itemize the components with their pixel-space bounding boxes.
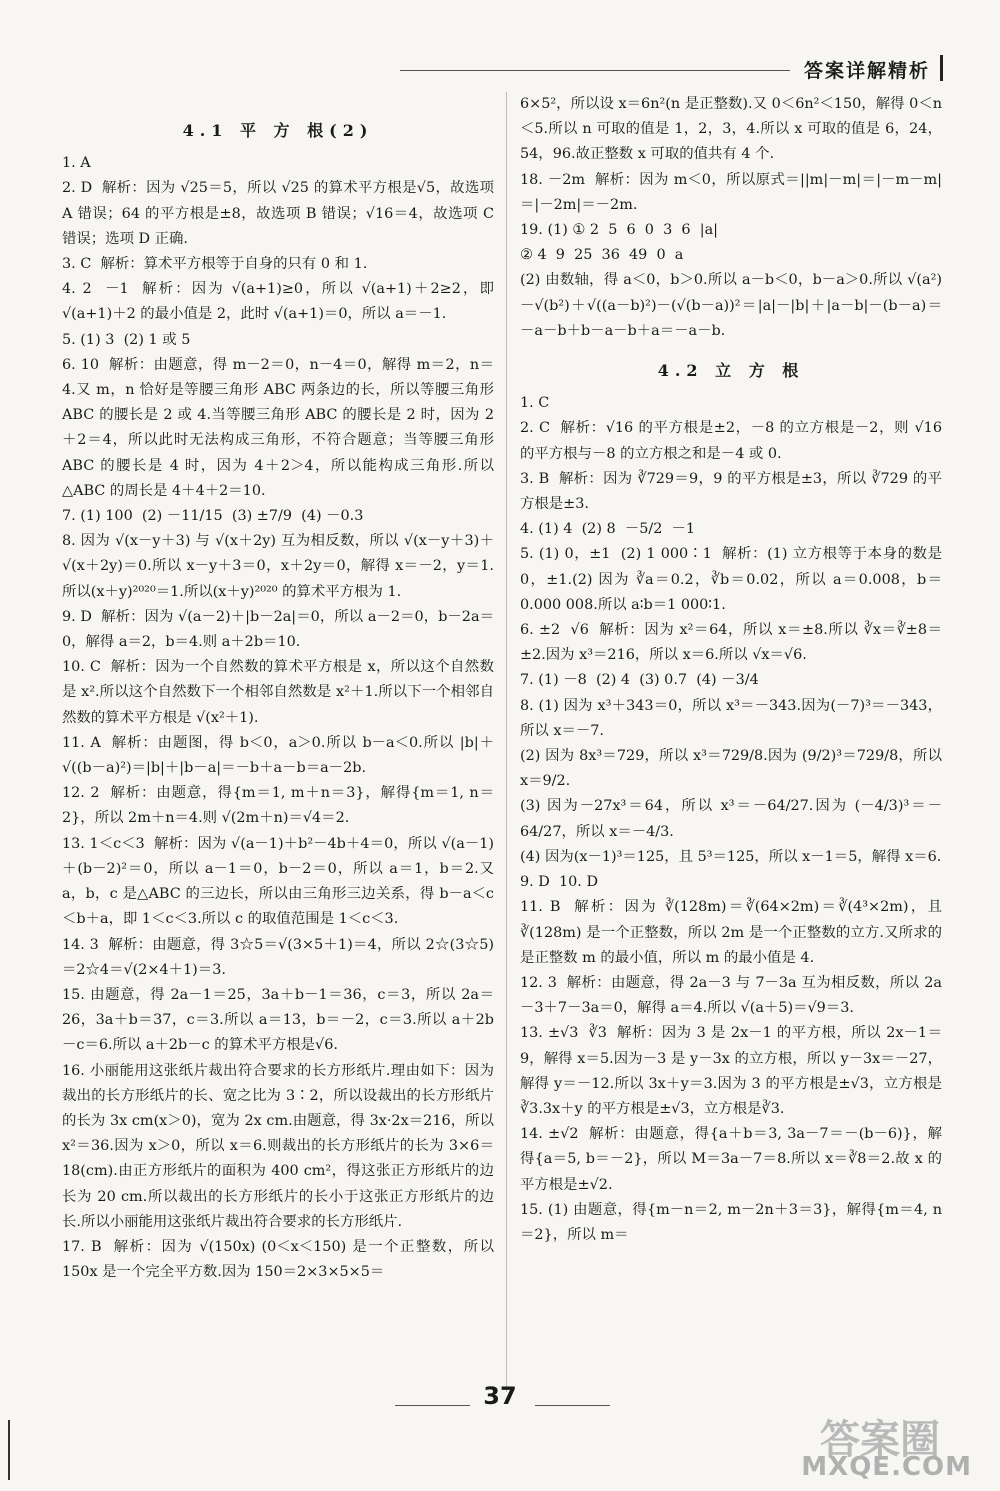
watermark-logo: 答案圈 <box>820 1417 940 1463</box>
answer-item: 11. B 解析：因为 ∛(128m)＝∛(64×2m)＝∛(4³×2m)，且 ∛(128m) 是一个正整数，所以 2m 是一个正整数的立方.又所求的是正整数 m 的最小值，所以 m 的最小值是 4. <box>520 899 947 966</box>
header-bar <box>940 55 943 81</box>
answer-item: (2) 因为 8x³＝729，所以 x³＝729/8.因为 (9/2)³＝729/8，所以 x＝9/2. <box>520 748 947 790</box>
answer-item: 9. D 解析：因为 √(a－2)＋|b－2a|＝0，所以 a－2＝0，b－2a＝0，解得 a＝2，b＝4.则 a＋2b＝10. <box>62 608 494 651</box>
answer-item: (4) 因为(x－1)³＝125，且 5³＝125，所以 x－1＝5，解得 x＝6. <box>520 848 942 865</box>
column-divider <box>506 92 507 1392</box>
page-number-rule-right <box>535 1405 610 1406</box>
answer-item: 5. (1) 3 (2) 1 或 5 <box>62 331 191 348</box>
answer-item: 8. 因为 √(x－y＋3) 与 √(x＋2y) 互为相反数，所以 √(x－y＋3)＋√(x＋2y)＝0.所以 x－y＋3＝0，x＋2y＝0，解得 x＝－2，y＝1.所以(x＋y)²⁰²⁰＝1.所以(x＋y)²⁰²⁰ 的算术平方根为 1. <box>62 533 494 600</box>
answer-item: 2. D 解析：因为 √25＝5，所以 √25 的算术平方根是√5，故选项 A 错误；64 的平方根是±8，故选项 B 错误；√16＝4，故选项 C 错误；选项 D 正确. <box>62 180 499 247</box>
margin-mark <box>8 1420 10 1480</box>
answer-item: 1. C <box>520 395 550 412</box>
answer-item: 6×5²，所以设 x＝6n²(n 是正整数).又 0＜6n²＜150，解得 0＜n＜5.所以 n 可取的值是 1，2，3，4.所以 x 可取的值是 6，24，54，96.故正整数 x 可取的值共有 4 个. <box>520 96 942 163</box>
answer-item: 9. D 10. D <box>520 874 598 891</box>
answer-item: 7. (1) －8 (2) 4 (3) 0.7 (4) －3/4 <box>520 672 759 689</box>
answer-item: 17. B 解析：因为 √(150x) (0＜x＜150) 是一个正整数，所以 150x 是一个完全平方数.因为 150＝2×3×5×5＝ <box>62 1238 499 1281</box>
answer-item: 19. (1) ① 2 5 6 0 3 6 |a| ② 4 9 25 36 49 0 a <box>520 222 718 264</box>
left-answer-list <box>62 151 499 1285</box>
watermark-site: MXQE.COM <box>801 1452 972 1482</box>
answer-item: 14. 3 解析：由题意，得 3☆5＝√(3×5＋1)＝4，所以 2☆(3☆5)＝2☆4＝√(2×4＋1)＝3. <box>62 936 494 978</box>
answer-item: 6. 10 解析：由题意，得 m－2＝0，n－4＝0，解得 m＝2，n＝4.又 m，n 恰好是等腰三角形 ABC 两条边的长，所以等腰三角形 ABC 的腰长是 2 或 4.当等腰三角形 ABC 的腰长是 2 时，因为 2＋2＝4，所以此时无法构成三角形，不符合题意；当等腰三角形 ABC 的腰长是 4 时，因为 4＋2＞4，所以能构成三角形.所以△ABC 的周长是 4＋4＋2＝10. <box>62 356 499 499</box>
answer-item: 3. B 解析：因为 ∛729＝9，9 的平方根是±3，所以 ∛729 的平方根是±3. <box>520 470 942 513</box>
section-title-4-2: 4.2 立 方 根 <box>657 361 805 381</box>
answer-item: 16. 小丽能用这张纸片裁出符合要求的长方形纸片.理由如下：因为裁出的长方形纸片的长、宽之比为 3∶2，所以设裁出的长方形纸片的长为 3x cm(x＞0)，宽为 2x cm.由题意，得 3x·2x＝216，所以 x²＝36.因为 x＞0，所以 x＝6.则裁出的长方形纸片的长为 3×6＝18(cm).由正方形纸片的面积为 400 cm²，得这张正方形纸片的边长为 20 cm.所以裁出的长方形纸片的长小于这张正方形纸片的边长.所以小丽能用这张纸片裁出符合要求的长方形纸片. <box>62 1062 499 1230</box>
right-top-answer-list <box>520 92 942 344</box>
answer-item: 1. A <box>62 155 91 172</box>
answer-item: 8. (1) 因为 x³＋343＝0，所以 x³＝－343.因为(－7)³＝－343，所以 x＝－7. <box>520 697 942 739</box>
answer-item: 12. 3 解析：由题意，得 2a－3 与 7－3a 互为相反数，所以 2a－3＋7－3a＝0，解得 a＝4.所以 √(a＋5)＝√9＝3. <box>520 974 942 1017</box>
header-rule <box>400 70 790 71</box>
answer-item: 15. (1) 由题意，得{m－n＝2, m－2n＋3＝3}，解得{m＝4, n＝2}，所以 m＝ <box>520 1201 942 1243</box>
answer-item: 14. ±√2 解析：由题意，得{a＋b＝3, 3a－7＝－(b－6)}，解得{a＝5, b＝－2}，所以 M＝3a－7＝8.所以 x＝∛8＝2.故 x 的平方根是±√2. <box>520 1126 942 1193</box>
right-column <box>520 92 947 1248</box>
answer-item: 3. C 解析：算术平方根等于自身的只有 0 和 1. <box>62 256 368 273</box>
answer-item: 2. C 解析：√16 的平方根是±2，－8 的立方根是－2，则 √16 的平方根与－8 的立方根之和是－4 或 0. <box>520 420 947 462</box>
answer-item: 4. 2 －1 解析：因为 √(a+1)≥0，所以 √(a+1)＋2≥2，即 √(a+1)＋2 的最小值是 2，此时 √(a+1)＝0，所以 a＝－1. <box>62 281 499 323</box>
answer-item: 13. 1＜c＜3 解析：因为 √(a－1)＋b²－4b＋4＝0，所以 √(a－1)＋(b－2)²＝0，所以 a－1＝0，b－2＝0，所以 a＝1，b＝2.又 a，b，c 是△ABC 的三边长，所以由三角形三边关系，得 b－a＜c＜b＋a，即 1＜c＜3.所以 c 的取值范围是 1＜c＜3. <box>62 835 499 928</box>
answer-item: 11. A 解析：由题图，得 b＜0，a＞0.所以 b－a＜0.所以 |b|＋√((b－a)²)＝|b|＋|b－a|＝－b＋a－b＝a－2b. <box>62 734 494 777</box>
answer-item: 6. ±2 √6 解析：因为 x²＝64，所以 x＝±8.所以 ∛x＝∛±8＝±2.因为 x³＝216，所以 x＝6.所以 √x＝√6. <box>520 622 942 664</box>
header-title: 答案详解精析 <box>803 60 930 82</box>
right-answer-list <box>520 391 947 1248</box>
answer-item: (3) 因为－27x³＝64，所以 x³＝－64/27.因为 (－4/3)³＝－64/27，所以 x＝－4/3. <box>520 798 942 840</box>
left-column <box>62 92 499 1285</box>
answer-item: 10. C 解析：因为一个自然数的算术平方根是 x，所以这个自然数是 x².所以这个自然数下一个相邻自然数是 x²＋1.所以下一个相邻自然数的算术平方根是 √(x²＋1). <box>62 659 494 726</box>
answer-item: 18. －2m 解析：因为 m＜0，所以原式＝||m|－m|＝|－m－m|＝|－2m|＝－2m. <box>520 171 942 213</box>
answer-item: 15. 由题意，得 2a－1＝25，3a＋b－1＝36，c＝3，所以 2a＝26，3a＋b＝37，c＝3.所以 a＝13，b＝－2，c＝3.所以 a＋2b－c＝6.所以 a＋2b－c 的算术平方根是√6. <box>62 986 494 1054</box>
section-title-4-1: 4.1 平 方 根(2) <box>182 121 374 140</box>
page-number: 37 <box>483 1382 517 1410</box>
answer-item: 12. 2 解析：由题意，得{m＝1, m＋n＝3}，解得{m＝1, n＝2}，所以 2m＋n＝4.则 √(2m＋n)＝√4＝2. <box>62 785 494 827</box>
answer-item: 13. ±√3 ∛3 解析：因为 3 是 2x－1 的平方根，所以 2x－1＝9，解得 x＝5.因为－3 是 y－3x 的立方根，所以 y－3x＝－27，解得 y＝－12.所以 3x＋y＝3.因为 3 的平方根是±√3，立方根是∛3.3x＋y 的平方根是±√3，立方根是∛3. <box>520 1025 942 1117</box>
answer-item: (2) 由数轴，得 a＜0，b＞0.所以 a－b＜0，b－a＞0.所以 √(a²)－√(b²)＋√((a－b)²)－(√(b－a))²＝|a|－|b|＋|a－b|－(b－a)＝－a－b＋b－a－b＋a＝－a－b. <box>520 272 942 339</box>
answer-item: 7. (1) 100 (2) －11/15 (3) ±7/9 (4) －0.3 <box>62 508 364 525</box>
answer-item: 4. (1) 4 (2) 8 －5/2 －1 <box>520 521 696 538</box>
answer-item: 5. (1) 0，±1 (2) 1 000∶1 解析：(1) 立方根等于本身的数是 0，±1.(2) 因为 ∛a＝0.2，∛b＝0.02，所以 a＝0.008，b＝0.000 008.所以 a∶b＝1 000∶1. <box>520 546 947 613</box>
